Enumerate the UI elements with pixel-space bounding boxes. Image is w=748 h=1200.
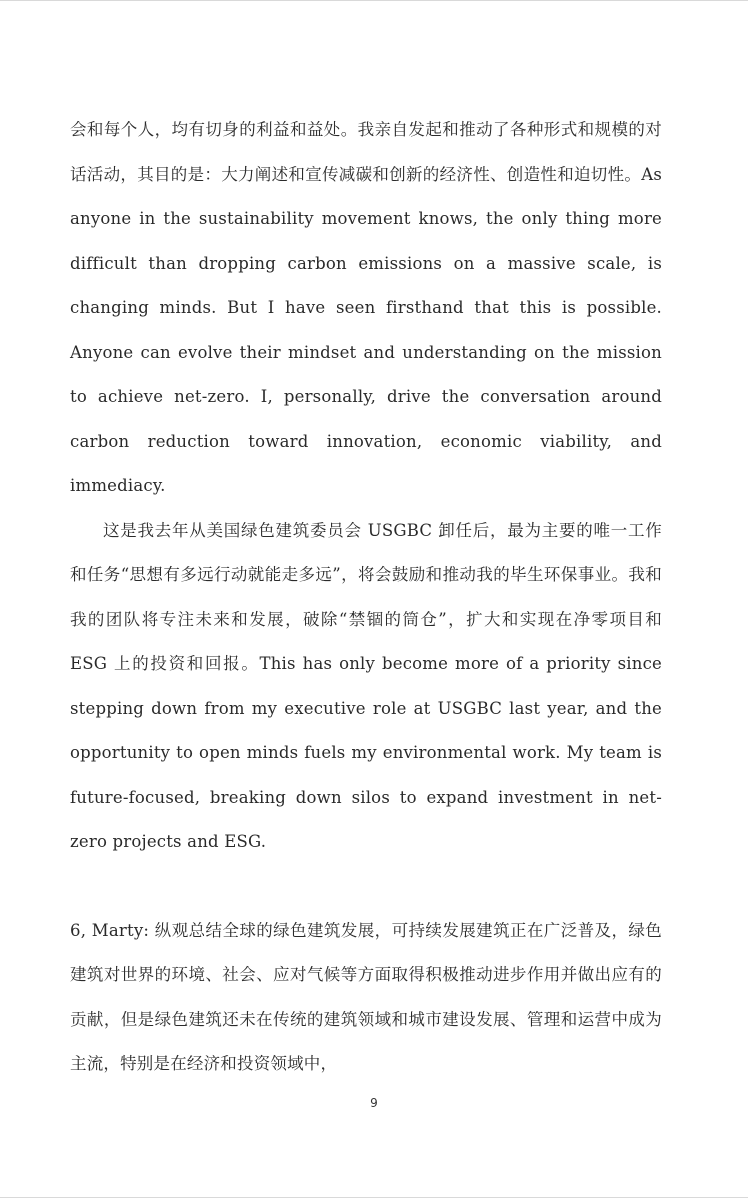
page-top-border [0,0,748,1]
page-bottom-border [0,1197,748,1198]
paragraph-continuation: 会和每个人，均有切身的利益和益处。我亲自发起和推动了各种形式和规模的对话活动，其目的是：大力阐述和宣传减碳和创新的经济性、创造性和迫切性。As anyone in the sustainability movement knows, the only thing more difficult than dropping carbon emissions on a massive scale, is changing minds. But I have seen firsthand that this is possible. Anyone can evolve their mindset and understanding on the mission to achieve net-zero. I, personally, drive the conversation around carbon reduction toward innovation, economic viability, and immediacy. [70,120,662,495]
document-body [70,108,662,1087]
page-number: 9 [370,1096,378,1110]
paragraph-usgbc: 这是我去年从美国绿色建筑委员会 USGBC 卸任后，最为主要的唯一工作和任务“思想有多远行动就能走多远”，将会鼓励和推动我的毕生环保事业。我和我的团队将专注未来和发展，破除“禁锢的筒仓”，扩大和实现在净零项目和 ESG 上的投资和回报。This has only become more of a priority since stepping down from my executive role at USGBC last year, and the opportunity to open minds fuels my environmental work. My team is future-focused, breaking down silos to expand investment in net-zero projects and ESG. [70,520,662,851]
paragraph-question-6: 6, Marty: 纵观总结全球的绿色建筑发展，可持续发展建筑正在广泛普及，绿色建筑对世界的环境、社会、应对气候等方面取得积极推动进步作用并做出应有的贡献，但是绿色建筑还未在传统的建筑领域和城市建设发展、管理和运营中成为主流，特别是在经济和投资领域中， [70,920,662,1073]
